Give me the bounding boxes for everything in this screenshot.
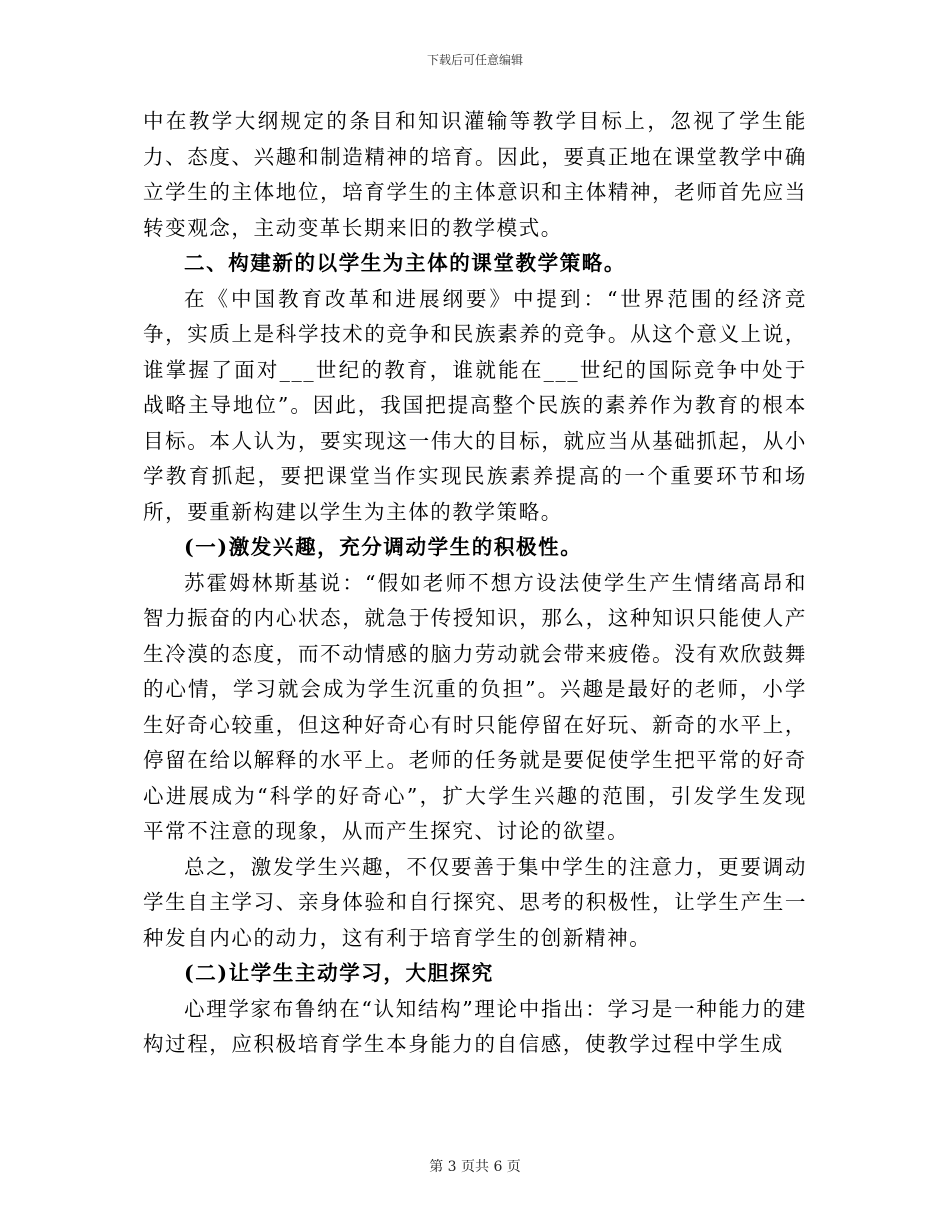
- paragraph-quote-outline: 在《中国教育改革和进展纲要》中提到：“世界范围的经济竞争，实质上是科学技术的竞争和民族素养的竞争。从这个意义上说，谁掌握了面对___世纪的教育，谁就能在___世纪的国际竞争中处于战略主导地位”。因此，我国把提高整个民族的素养作为教育的根本目标。本人认为，要实现这一伟大的目标，就应当从基础抓起，从小学教育抓起，要把课堂当作实现民族素养提高的一个重要环节和场所，要重新构建以学生为主体的教学策略。: [143, 286, 807, 524]
- document-body: [143, 104, 807, 1063]
- subsection-heading-1: (一)激发兴趣，充分调动学生的积极性。: [184, 535, 583, 559]
- subsection-heading-2: (二)让学生主动学习，大胆探究: [184, 961, 494, 985]
- paragraph-bruner: 心理学家布鲁纳在“认知结构”理论中指出：学习是一种能力的建构过程，应积极培育学生本身能力的自信感，使教学过程中学生成: [143, 996, 807, 1056]
- page-header: 下载后可任意编辑: [426, 53, 523, 67]
- paragraph-sukhomlinsky: 苏霍姆林斯基说：“假如老师不想方设法使学生产生情绪高昂和智力振奋的内心状态，就急于传授知识，那么，这种知识只能使人产生冷漠的态度，而不动情感的脑力劳动就会带来疲倦。没有欢欣鼓舞的心情，学习就会成为学生沉重的负担”。兴趣是最好的老师，小学生好奇心较重，但这种好奇心有时只能停留在好玩、新奇的水平上，停留在给以解释的水平上。老师的任务就是要促使学生把平常的好奇心进展成为“科学的好奇心”，扩大学生兴趣的范围，引发学生发现平常不注意的现象，从而产生探究、讨论的欲望。: [143, 570, 807, 843]
- paragraph-summary: 总之，激发学生兴趣，不仅要善于集中学生的注意力，更要调动学生自主学习、亲身体验和自行探究、思考的积极性，让学生产生一种发自内心的动力，这有利于培育学生的创新精神。: [143, 854, 807, 950]
- page-footer: 第 3 页共 6 页: [429, 1159, 521, 1175]
- paragraph-continuation: 中在教学大纲规定的条目和知识灌输等教学目标上，忽视了学生能力、态度、兴趣和制造精神的培育。因此，要真正地在课堂教学中确立学生的主体地位，培育学生的主体意识和主体精神，老师首先应当转变观念，主动变革长期来旧的教学模式。: [143, 109, 807, 240]
- section-heading-2: 二、构建新的以学生为主体的课堂教学策略。: [184, 251, 626, 275]
